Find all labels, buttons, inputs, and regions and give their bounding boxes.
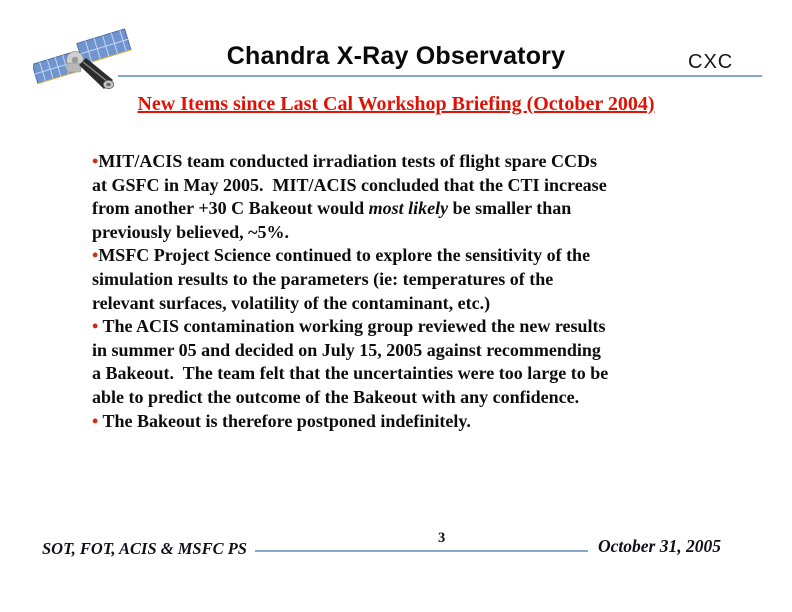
body-line: [92, 339, 740, 363]
body-line: [92, 150, 740, 174]
cxc-logo-label: CXC: [688, 51, 734, 73]
body-text-segment: at GSFC in May 2005. MIT/ACIS concluded that the CTI increase: [92, 174, 607, 195]
page-title: Chandra X-Ray Observatory: [226, 42, 566, 70]
body-line: [92, 362, 740, 386]
bullet-marker: •: [92, 245, 99, 266]
body-line: [92, 386, 740, 410]
header-divider-line: [118, 75, 762, 77]
body-text-segment: be smaller than: [448, 198, 572, 219]
footer-date-text: October 31, 2005: [598, 536, 721, 556]
body-text-segment: in summer 05 and decided on July 15, 2005 against recommending: [92, 339, 601, 360]
body-text-segment: from another +30 C Bakeout would: [92, 198, 369, 219]
body-text-segment: relevant surfaces, volatility of the contaminant, etc.): [92, 292, 491, 313]
body-line: [92, 244, 740, 268]
body-text-segment: most likely: [368, 198, 449, 219]
section-heading: New Items since Last Cal Workshop Briefing (October 2004): [137, 93, 655, 115]
body-line: [92, 315, 740, 339]
footer-divider-line: [255, 550, 588, 552]
body-text-segment: a Bakeout. The team felt that the uncertainties were too large to be: [92, 363, 609, 384]
body-text-segment: previously believed, ~5%.: [92, 221, 290, 242]
footer-author-text: SOT, FOT, ACIS & MSFC PS: [42, 539, 247, 558]
body-line: [92, 410, 740, 434]
bullet-marker: •: [92, 316, 99, 337]
bullet-list: [92, 150, 740, 433]
body-text-segment: able to predict the outcome of the Bakeout with any confidence.: [92, 386, 580, 407]
bullet-marker: •: [92, 151, 99, 171]
body-text-segment: The ACIS contamination working group reviewed the new results: [98, 316, 606, 337]
bullet-marker: •: [92, 410, 99, 431]
body-line: [92, 197, 740, 221]
body-text-segment: simulation results to the parameters (ie: temperatures of the: [92, 268, 554, 289]
body-text-segment: MSFC Project Science continued to explore the sensitivity of the: [98, 245, 591, 266]
body-line: [92, 268, 740, 292]
body-line: [92, 174, 740, 198]
body-text-segment: MIT/ACIS team conducted irradiation tests of flight spare CCDs: [98, 151, 597, 171]
body-line: [92, 292, 740, 316]
page-number: 3: [438, 530, 446, 546]
body-line: [92, 221, 740, 245]
body-text-segment: The Bakeout is therefore postponed indefinitely.: [98, 410, 471, 431]
